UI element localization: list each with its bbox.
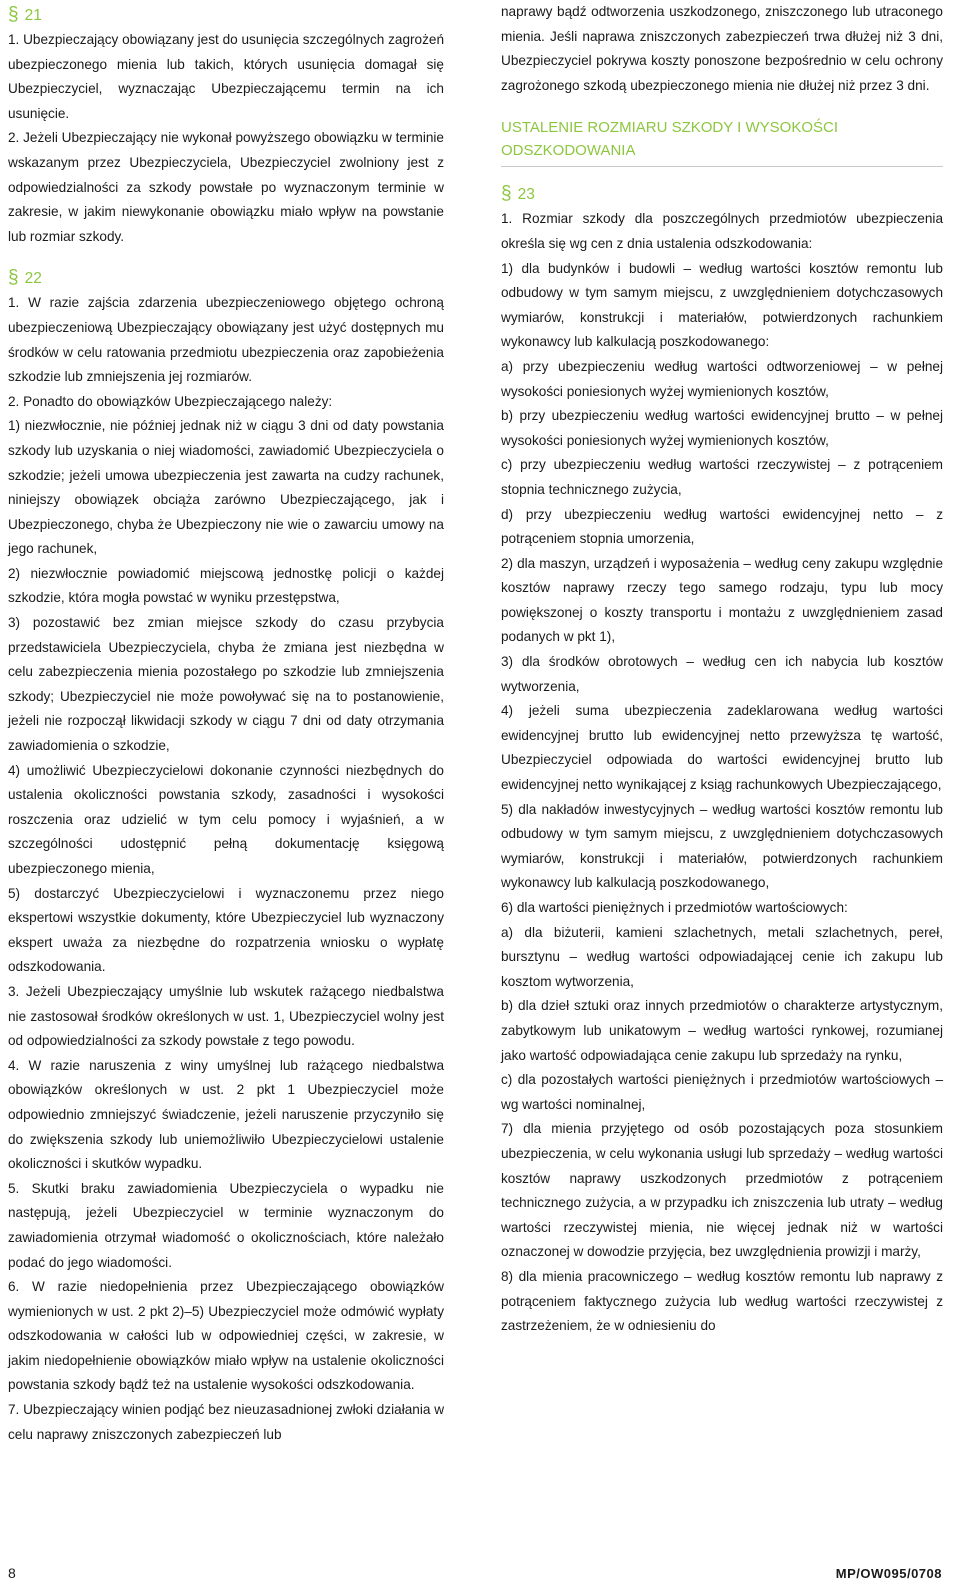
paragraph: 4) umożliwić Ubezpieczycielowi dokonanie czynności niezbędnych do ustalenia okoliczności powstania szkody, zasadności i wysokości roszczenia oraz udzielić w tym celu pomocy i wyjaśnień, a w szczególności udostępnić pełną dokumentację księgową ubezpieczonego mienia,	[8, 762, 444, 876]
paragraph: 2) niezwłocznie powiadomić miejscową jednostkę policji o każdej szkodzie, która mogła powstać w wyniku przestępstwa,	[8, 565, 444, 606]
paragraph: 1. W razie zajścia zdarzenia ubezpieczeniowego objętego ochroną ubezpieczeniową Ubezpieczający obowiązany jest użyć dostępnych mu środków w celu ratowania przedmiotu ubezpieczenia oraz zapobieżenia szkodzie lub zmniejszenia jej rozmiarów.	[8, 295, 444, 385]
paragraph-continued: naprawy bądź odtworzenia uszkodzonego, zniszczonego lub utraconego mienia. Jeśli naprawa zniszczonych zabezpieczeń trwa dłużej niż 3 dni, Ubezpieczyciel pokrywa koszty ponoszone bezpośrednio w celu ochrony zagrożonego szkodą ubezpieczonego mienia nie dłużej niż przez 3 dni.	[501, 4, 943, 93]
paragraph: 5) dostarczyć Ubezpieczycielowi i wyznaczonemu przez niego ekspertowi wszystkie dokumenty, które Ubezpieczyciel lub wyznaczony ekspert uważa za niezbędne do rozpatrzenia wniosku o wypłatę odszkodowania.	[8, 885, 444, 975]
document-code: MP/OW095/0708	[835, 1566, 942, 1581]
section-23-heading	[501, 183, 943, 207]
paragraph: b) przy ubezpieczeniu według wartości ewidencyjnej brutto – w pełnej wysokości poniesionych wyżej wymienionych kosztów,	[501, 408, 943, 448]
paragraph: 8) dla mienia pracowniczego – według kosztów remontu lub naprawy z potrąceniem faktycznego zużycia lub według wartości rzeczywistej z zastrzeżeniem, że w odniesieniu do	[501, 1268, 943, 1334]
paragraph: 4) jeżeli suma ubezpieczenia zadeklarowana według wartości ewidencyjnej brutto lub ewidencyjnej netto przewyższa tę wartość, Ubezpieczyciel odpowiada do wartości ewidencyjnej brutto lub ewidencyjnej netto wynikającej z ksiąg rachunkowych Ubezpieczającego,	[501, 703, 943, 793]
paragraph: c) przy ubezpieczeniu według wartości rzeczywistej – z potrąceniem stopnia technicznego zużycia,	[501, 457, 943, 497]
left-column	[8, 0, 444, 1447]
section-sign-icon: §	[501, 183, 512, 205]
paragraph: 1) dla budynków i budowli – według wartości kosztów remontu lub odbudowy w tym samym miejscu, z uwzględnieniem dotychczasowych wymiarów, konstrukcji i materiałów, potwierdzonych rachunkiem wykonawcy lub kalkulacją poszkodowanego:	[501, 260, 943, 350]
paragraph: a) dla biżuterii, kamieni szlachetnych, metali szlachetnych, pereł, bursztynu – według wartości odpowiadającej cenie ich zakupu lub kosztom wytworzenia,	[501, 924, 943, 989]
paragraph: 3. Jeżeli Ubezpieczający umyślnie lub wskutek rażącego niedbalstwa nie zastosował środków określonych w ust. 1, Ubezpieczyciel wolny jest od odpowiedzialności za szkody powstałe z tego powodu.	[8, 983, 444, 1049]
section-number: 22	[24, 270, 42, 288]
section-sign-icon: §	[8, 4, 19, 25]
paragraph: 5) dla nakładów inwestycyjnych – według wartości kosztów remontu lub odbudowy w tym samym miejscu, z uwzględnieniem dotychczasowych wymiarów, konstrukcji i materiałów, potwierdzonych rachunkiem wykonawcy lub kalkulacją poszkodowanego,	[501, 801, 943, 891]
paragraph: c) dla pozostałych wartości pieniężnych i przedmiotów wartościowych – wg wartości nominalnej,	[501, 1072, 943, 1112]
paragraph: 5. Skutki braku zawiadomienia Ubezpieczyciela o wypadku nie następują, jeżeli Ubezpieczyciel w terminie wyznaczonym do zawiadomienia otrzymał wiadomość o okolicznościach, które należało podać do jego wiadomości.	[8, 1180, 444, 1270]
paragraph: 2. Ponadto do obowiązków Ubezpieczającego należy:	[8, 393, 333, 409]
paragraph: 2. Jeżeli Ubezpieczający nie wykonał powyższego obowiązku w terminie wskazanym przez Ubezpieczyciela, Ubezpieczyciel zwolniony jest z odpowiedzialności za szkody powstałe po wyznaczonym terminie w zakresie, w jakim niewykonanie obowiązku miało wpływ na powstanie lub rozmiar szkody.	[8, 130, 444, 244]
section-number: 21	[24, 7, 42, 24]
paragraph: d) przy ubezpieczeniu według wartości ewidencyjnej netto – z potrąceniem stopnia umorzenia,	[501, 506, 943, 547]
paragraph: a) przy ubezpieczeniu według wartości odtworzeniowej – w pełnej wysokości poniesionych wyżej wymienionych kosztów,	[501, 358, 943, 399]
paragraph: 7. Ubezpieczający winien podjąć bez nieuzasadnionej zwłoki działania w celu naprawy zniszczonych zabezpieczeń lub	[8, 1402, 445, 1442]
paragraph: 1. Ubezpieczający obowiązany jest do usunięcia szczególnych zagrożeń ubezpieczonego mienia lub takich, których usunięcia domagał się Ubezpieczyciel, wyznaczając Ubezpieczającemu termin na ich usunięcie.	[8, 32, 445, 121]
paragraph: 1. Rozmiar szkody dla poszczególnych przedmiotów ubezpieczenia określa się wg cen z dnia ustalenia odszkodowania:	[501, 211, 943, 251]
section-22-heading	[8, 267, 444, 291]
paragraph: b) dla dzieł sztuki oraz innych przedmiotów o charakterze artystycznym, zabytkowym lub unikatowym – według wartości rynkowej, rozumianej jako wartość odpowiadająca cenie zakupu lub sprzedaży na rynku,	[501, 998, 943, 1063]
section-21-heading	[8, 4, 444, 28]
chapter-heading: USTALENIE ROZMIARU SZKODY I WYSOKOŚCI ODSZKODOWANIA	[501, 117, 943, 167]
page-number: 8	[8, 1565, 16, 1581]
paragraph: 6. W razie niedopełnienia przez Ubezpieczającego obowiązków wymienionych w ust. 2 pkt 2)–5) Ubezpieczyciel może odmówić wypłaty odszkodowania w całości lub w odpowiedniej części, w zakresie, w jakim niedopełnienie obowiązków miało wpływ na ustalenie okoliczności powstania szkody bądź też na ustalenie wysokości odszkodowania.	[8, 1279, 444, 1393]
paragraph: 4. W razie naruszenia z winy umyślnej lub rażącego niedbalstwa obowiązków określonych w ust. 2 pkt 1 Ubezpieczyciel może odpowiednio zmniejszyć świadczenie, jeżeli naruszenie przyczyniło się do zwiększenia szkody lub uniemożliwiło Ubezpieczycielowi ustalenie okoliczności i skutków wypadku.	[8, 1057, 444, 1172]
paragraph: 6) dla wartości pieniężnych i przedmiotów wartościowych:	[501, 900, 848, 915]
paragraph: 3) pozostawić bez zmian miejsce szkody do czasu przybycia przedstawiciela Ubezpieczyciela, chyba że zmiana jest niezbędna w celu zabezpieczenia mienia pozostałego po szkodzie lub zmniejszenia szkody; Ubezpieczyciel nie może powoływać się na to postanowienie, jeżeli nie rozpoczął likwidacji szkody w ciągu 7 dni od daty otrzymania zawiadomienia o szkodzie,	[8, 615, 444, 754]
section-sign-icon: §	[8, 267, 19, 289]
paragraph: 2) dla maszyn, urządzeń i wyposażenia – według ceny zakupu względnie kosztów naprawy rzeczy tego samego rodzaju, typu lub mocy powiększonej o koszty transportu i montażu z uwzględnieniem zasad podanych w pkt 1),	[501, 555, 943, 645]
right-column	[501, 0, 943, 1339]
paragraph: 3) dla środków obrotowych – według cen ich nabycia lub kosztów wytworzenia,	[501, 654, 943, 694]
paragraph: 7) dla mienia przyjętego od osób pozostających poza stosunkiem ubezpieczenia, w celu wykonania usługi lub sprzedaży – według wartości kosztów naprawy uszkodzonych przedmiotów z potrąceniem technicznego zużycia, a w przypadku ich zniszczenia lub utraty – według wartości rzeczywistej mienia, nie więcej jednak niż w wartości oznaczonej w dowodzie przyjęcia, bez uwzględnienia prowizji i marży,	[501, 1121, 943, 1260]
section-number: 23	[517, 186, 535, 204]
paragraph: 1) niezwłocznie, nie później jednak niż w ciągu 3 dni od daty powstania szkody lub uzyskania o niej wiadomości, zawiadomić Ubezpieczyciela o szkodzie; jeżeli umowa ubezpieczenia jest zawarta na cudzy rachunek, niniejszy obowiązek obciąża zarówno Ubezpieczającego, jak i Ubezpieczonego, chyba że Ubezpieczony nie wie o zawarciu umowy na jego rachunek,	[8, 418, 444, 557]
